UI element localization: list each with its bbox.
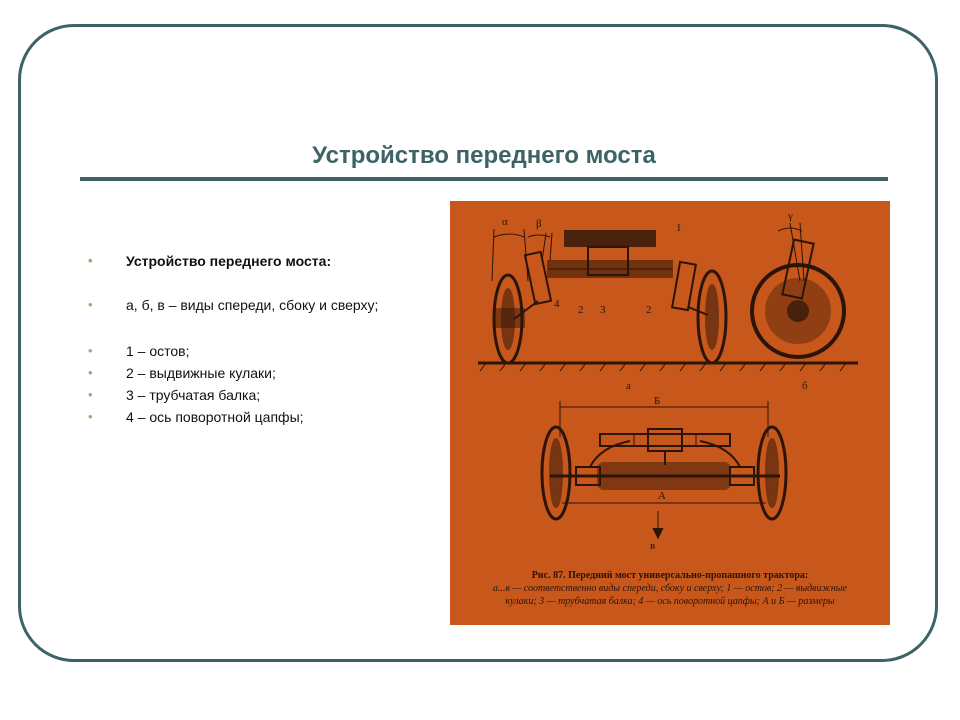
bullet-text: Устройство переднего моста:: [126, 253, 332, 269]
label-view-a: а: [626, 380, 631, 392]
bullet-text: 2 – выдвижные кулаки;: [126, 365, 276, 381]
arrow-down-icon: [654, 529, 662, 537]
right-knuckle-2: [672, 262, 696, 310]
bullet-item: [88, 406, 438, 428]
left-hub: [494, 309, 524, 327]
caption-line-2: кулаки; 3 — трубчатая балка; 4 — ось поворотной цапфы; А и Б — размеры: [505, 596, 835, 607]
axle-drawing: [450, 201, 890, 625]
caption-line-1: а...в — соответственно виды спереди, сбоку и сверху; 1 — остов; 2 — выдвижные: [493, 583, 847, 594]
label-beta: β: [536, 218, 542, 230]
bullet-text: 4 – ось поворотной цапфы;: [126, 409, 304, 425]
bullet-dot-icon: •: [88, 297, 93, 312]
label-4: 4: [554, 298, 560, 310]
top-pivot: [648, 429, 682, 451]
bullet-dot-icon: •: [88, 365, 93, 380]
label-dim-A: А: [658, 490, 666, 502]
bullet-list: [88, 250, 438, 428]
label-2-right: 2: [646, 304, 652, 316]
bullet-text: 1 – остов;: [126, 343, 190, 359]
title-underline: [80, 177, 888, 181]
figure-caption: [450, 569, 890, 608]
label-view-b: б: [802, 380, 808, 392]
bullet-dot-icon: •: [88, 409, 93, 424]
bullet-item: [88, 294, 438, 316]
bullet-dot-icon: •: [88, 253, 93, 268]
bullet-text: а, б, в – виды спереди, сбоку и сверху;: [126, 297, 379, 313]
left-knuckle-2: [525, 252, 551, 304]
bullet-dot-icon: •: [88, 387, 93, 402]
label-dim-B: Б: [654, 395, 661, 407]
bullet-item: [88, 362, 438, 384]
label-gamma: γ: [788, 210, 793, 222]
front-axle-figure: [450, 201, 890, 625]
label-3: 3: [600, 304, 606, 316]
bullet-text: 3 – трубчатая балка;: [126, 387, 261, 403]
slide-title: Устройство переднего моста: [312, 142, 656, 169]
label-alpha: α: [502, 216, 508, 228]
bullet-item: [88, 250, 438, 272]
caption-title: Рис. 87. Передний мост универсально-пропашного трактора:: [531, 570, 809, 581]
label-2-left: 2: [578, 304, 584, 316]
bullet-item: [88, 340, 438, 362]
bullet-item: [88, 384, 438, 406]
label-view-v: в: [650, 540, 656, 552]
bullet-dot-icon: •: [88, 343, 93, 358]
frame-part-1: [565, 231, 655, 246]
label-1: 1: [676, 222, 682, 234]
